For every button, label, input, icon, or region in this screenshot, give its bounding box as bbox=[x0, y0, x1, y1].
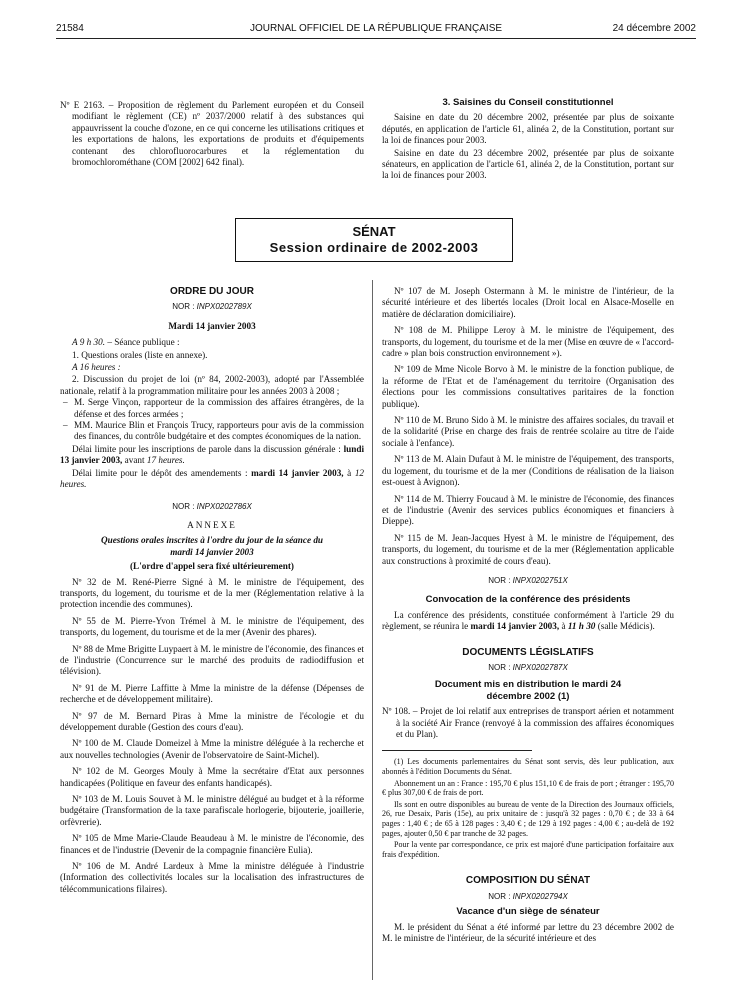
date-heading: Mardi 14 janvier 2003 bbox=[168, 320, 256, 331]
nor-ref-4: NOR : INPX0202787X bbox=[488, 662, 568, 672]
senat-title: SÉNAT bbox=[352, 224, 396, 239]
vacance-text: M. le président du Sénat a été informé par lettre du 23 décembre 2002 de M. le ministre de l'intérieur, de la sécurité intérieure et des bbox=[382, 921, 674, 943]
right-column bbox=[382, 286, 674, 949]
page-header bbox=[56, 22, 696, 39]
right-questions-list bbox=[382, 286, 674, 567]
annexe-title: Questions orales inscrites à l'ordre du jour de la séance du mardi 14 janvier 2003 bbox=[100, 535, 324, 557]
nor-ref-5: NOR : INPX0202794X bbox=[488, 891, 568, 901]
question-item: Nº 108 de M. Philippe Leroy à M. le ministre de l'équipement, des transports, du logement, du tourisme et de la mer (Mise en œuvre de « l'accord-cadre » plan bois construction environnement »). bbox=[382, 325, 674, 359]
question-item: Nº 115 de M. Jean-Jacques Hyest à M. le ministre de l'équipement, des transports, du logement, du tourisme et de la mer (Réglementation applicable aux constructions à proximité de cours d'eau). bbox=[382, 532, 674, 566]
footnote-3: Ils sont en outre disponibles au bureau de vente de la Direction des Journaux officiels, 26, rue Desaix, Paris (15e), au prix unitaire de : jusqu'à 32 pages : 0,70 € ; de 33 à 64 pages : 1,40 € ; de 65 à 128 pages : 3,40 € ; de 129 à 192 pages : 4,00 € ; au-delà de 192 pages, ajouter 0,50 € par tranche de 32 pages. bbox=[382, 799, 674, 838]
footnote-4: Pour la vente par correspondance, ce prix est majoré d'une participation forfaitaire aux frais d'expédition. bbox=[382, 840, 674, 859]
journal-title: JOURNAL OFFICIEL DE LA RÉPUBLIQUE FRANÇAISE bbox=[249, 23, 503, 34]
question-item: Nº 55 de M. Pierre-Yvon Trémel à M. le ministre de l'équipement, des transports, du logement, du tourisme et de la mer (Avenir des phares). bbox=[60, 615, 364, 638]
left-questions-list bbox=[60, 577, 364, 896]
annexe-subtitle: (L'ordre d'appel sera fixé ultérieurement) bbox=[130, 561, 294, 572]
top-left-column bbox=[60, 100, 364, 173]
question-item: Nº 88 de Mme Brigitte Luypaert à M. le ministre de l'économie, des finances et de l'industrie (Concurrence sur le marché des produits de radiodiffusion et télévision). bbox=[60, 643, 364, 677]
nor-ref-1: NOR : INPX0202789X bbox=[172, 302, 252, 312]
footnote-1: (1) Les documents parlementaires du Sénat sont servis, dès leur publication, aux abonnés à l'édition Documents du Sénat. bbox=[382, 757, 674, 776]
delai-parole: Délai limite pour les inscriptions de parole dans la discussion générale : lundi 13 janvier 2003, avant 17 heures. bbox=[60, 443, 364, 466]
ordre-du-jour-heading: ORDRE DU JOUR bbox=[170, 286, 254, 297]
documents-heading: DOCUMENTS LÉGISLATIFS bbox=[462, 646, 594, 658]
seance-time: A 9 h 30. – Séance publique : bbox=[72, 337, 180, 348]
question-item: Nº 109 de Mme Nicole Borvo à M. le ministre de la fonction publique, de la réforme de l'Etat et de l'aménagement du territoire (Organisation des élections pour les commissions consultatives paritaires de la fonction publique). bbox=[382, 364, 674, 409]
issue-date: 24 décembre 2002 bbox=[612, 23, 696, 34]
footnotes bbox=[382, 757, 674, 859]
question-item: Nº 97 de M. Bernard Piras à Mme la ministre de l'écologie et du développement durable (Gestion des cours d'eau). bbox=[60, 710, 364, 732]
conference-heading: Convocation de la conférence des présidents bbox=[425, 594, 631, 606]
nor-ref-2: NOR : INPX0202786X bbox=[172, 501, 252, 511]
question-item: Nº 100 de M. Claude Domeizel à Mme la ministre déléguée à la recherche et aux nouvelles technologies (Avenir de l'observatoire de Saint-Michel). bbox=[60, 738, 364, 760]
document-108: Nº 108. – Projet de loi relatif aux entreprises de transport aérien et notamment à la société Air France (renvoyé à la commission des affaires économiques et du Plan). bbox=[382, 706, 674, 739]
composition-heading: COMPOSITION DU SÉNAT bbox=[465, 875, 591, 887]
question-item: Nº 113 de M. Alain Dufaut à M. le ministre de l'équipement, des transports, du logement, du tourisme et de la mer (Conditions de réalisation de la liaison est-ouest à Avignon). bbox=[382, 454, 674, 488]
saisine-1: Saisine en date du 20 décembre 2002, présentée par plus de soixante députés, en application de l'article 61, alinéa 2, de la Constitution, portant sur la loi de finances pour 2003. bbox=[382, 112, 674, 146]
document-distribution-heading: Document mis en distribution le mardi 24 décembre 2002 (1) bbox=[434, 679, 622, 702]
rapporteur-1: – M. Serge Vinçon, rapporteur de la commission des affaires étrangères, de la défense et des forces armées ; bbox=[60, 397, 364, 420]
question-item: Nº 114 de M. Thierry Foucaud à M. le ministre de l'économie, des finances et de l'industrie (Avenir des services publics économiques et financiers à Dieppe). bbox=[382, 493, 674, 527]
delai-amendements: Délai limite pour le dépôt des amendements : mardi 14 janvier 2003, à 12 heures. bbox=[60, 467, 365, 490]
senat-title-box bbox=[235, 218, 513, 262]
question-item: Nº 110 de M. Bruno Sido à M. le ministre des affaires sociales, du travail et de la solidarité (Prise en charge des frais de rentrée scolaire au titre de l'aide sociale à l'enfance). bbox=[382, 415, 674, 448]
column-divider bbox=[372, 280, 373, 980]
question-item: Nº 106 de M. André Lardeux à Mme la ministre déléguée à l'industrie (Information des collectivités locales sur la localisation des infrastructures de télécommunications filaires). bbox=[60, 861, 364, 894]
question-item: Nº 103 de M. Louis Souvet à M. le ministre délégué au budget et à la réforme budgétaire (Transformation de la taxe parafiscale horlogerie, bijouterie, joaillerie, orfèvrerie). bbox=[60, 794, 364, 827]
saisines-heading: 3. Saisines du Conseil constitutionnel bbox=[442, 97, 614, 108]
rapporteur-2: – MM. Maurice Blin et François Trucy, rapporteurs pour avis de la commission des finances, du contrôle budgétaire et des comptes économiques de la nation. bbox=[60, 420, 364, 443]
question-item: Nº 102 de M. Georges Mouly à Mme la secrétaire d'Etat aux personnes handicapées (Politique en faveur des enfants handicapés). bbox=[60, 766, 364, 788]
left-column bbox=[60, 286, 364, 900]
session-title: Session ordinaire de 2002-2003 bbox=[269, 240, 479, 255]
question-item: Nº 32 de M. René-Pierre Signé à M. le ministre de l'équipement, des transports, du logement, du tourisme et de la mer (Réglementation relative à la protection incendie des communes). bbox=[60, 576, 364, 610]
question-item: Nº 107 de M. Joseph Ostermann à M. le ministre de l'intérieur, de la sécurité intérieure et des libertés locales (Droit local en Alsace-Moselle en matière de déclaration domiciliaire). bbox=[382, 286, 674, 319]
footnote-rule bbox=[382, 750, 532, 751]
footnote-2: Abonnement un an : France : 195,70 € plus 151,10 € de frais de port ; étranger : 195,70 € plus 307,00 € de frais de port. bbox=[382, 778, 674, 798]
question-item: Nº 91 de M. Pierre Laffitte à Mme la ministre de la défense (Dépenses de recherche et de développement militaire). bbox=[60, 682, 364, 705]
e2163-item: Nº E 2163. – Proposition de règlement du Parlement européen et du Conseil modifiant le règlement (CE) nº 2037/2000 relatif à des substances qui appauvrissent la couche d'ozone, en ce qui concerne les utilisations critiques et les exportations de halons, les exportations de produits et d'équipements contenant des chlorofluorocarbures et la réglementation du bromochlorométhane (COM [2002] 642 final). bbox=[60, 100, 364, 168]
nor-ref-3: NOR : INPX0202751X bbox=[488, 575, 568, 585]
conference-text: La conférence des présidents, constituée conformément à l'article 29 du règlement, se réunira le mardi 14 janvier 2003, à 11 h 30 (salle Médicis). bbox=[382, 609, 674, 632]
top-right-column bbox=[382, 97, 674, 187]
page-number: 21584 bbox=[56, 23, 84, 34]
item-1: 1. Questions orales (liste en annexe). bbox=[72, 349, 208, 360]
annexe-heading: ANNEXE bbox=[187, 519, 237, 530]
question-item: Nº 105 de Mme Marie-Claude Beaudeau à M. le ministre de l'économie, des finances et de l'industrie (Devenir de la compagnie financière Eulia). bbox=[60, 833, 364, 855]
saisine-2: Saisine en date du 23 décembre 2002, présentée par plus de soixante sénateurs, en application de l'article 61, alinéa 2, de la Constitution, portant sur la loi de finances pour 2003. bbox=[382, 147, 674, 181]
time-16h: A 16 heures : bbox=[72, 362, 121, 373]
vacance-heading: Vacance d'un siège de sénateur bbox=[456, 906, 600, 918]
item-2: 2. Discussion du projet de loi (nº 84, 2002-2003), adopté par l'Assemblée nationale, relatif à la programmation militaire pour les années 2003 à 2008 ; bbox=[60, 374, 364, 396]
